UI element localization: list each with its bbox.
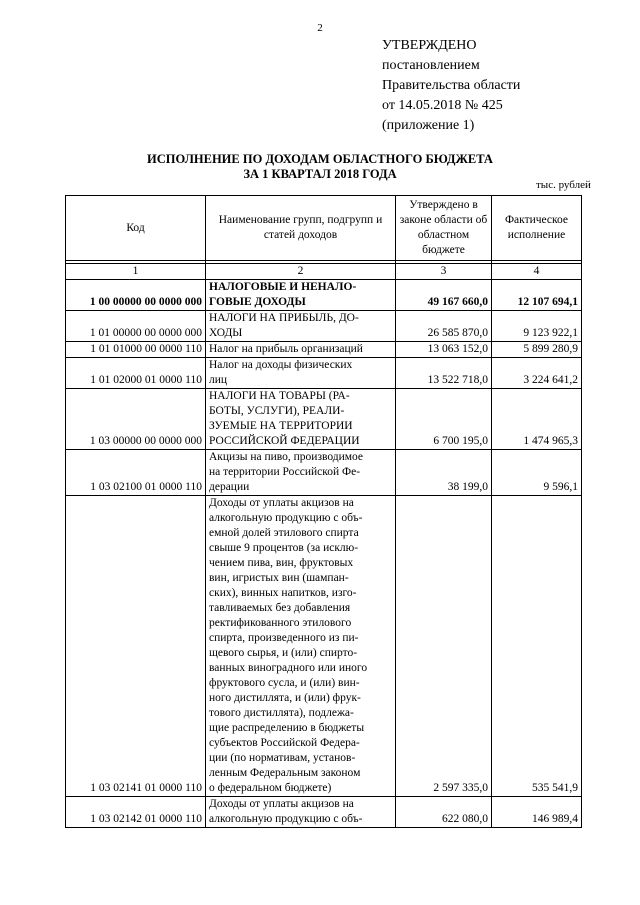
row-approved: 38 199,0 [396,450,492,496]
approval-line: постановлением [382,58,480,73]
approval-stamp [382,36,520,136]
row-actual: 146 989,4 [492,797,582,828]
row-actual: 1 474 965,3 [492,389,582,450]
row-name: Доходы от уплаты акцизов на алкогольную продукцию с объ- [206,797,396,828]
row-code: 1 03 02100 01 0000 110 [66,450,206,496]
row-approved: 622 080,0 [396,797,492,828]
table-row [66,389,582,450]
table-row [66,496,582,797]
header-code: Код [66,196,206,261]
row-actual: 3 224 641,2 [492,358,582,389]
row-approved: 26 585 870,0 [396,311,492,342]
column-index: 4 [492,264,582,280]
row-actual: 12 107 694,1 [492,280,582,311]
row-approved: 13 522 718,0 [396,358,492,389]
row-actual: 535 541,9 [492,496,582,797]
row-code: 1 03 02141 01 0000 110 [66,496,206,797]
header-name: Наименование групп, подгрупп и статей доходов [206,196,396,261]
units-label: тыс. рублей [536,179,591,191]
header-approved: Утверждено в законе области об областном бюджете [396,196,492,261]
revenue-table [65,195,582,828]
column-index: 1 [66,264,206,280]
row-code: 1 01 02000 01 0000 110 [66,358,206,389]
row-approved: 49 167 660,0 [396,280,492,311]
table-row [66,450,582,496]
title-line: ИСПОЛНЕНИЕ ПО ДОХОДАМ ОБЛАСТНОГО БЮДЖЕТА [147,152,493,166]
page-number: 2 [317,22,323,34]
approval-line: УТВЕРЖДЕНО [382,38,477,53]
row-name: Доходы от уплаты акцизов на алкогольную продукцию с объ- емной долей этилового спирта свыше 9 процентов (за исклю- чением пива, вин, фруктовых вин, игристых вин (шампан- ских), винных напитков, изго- тавливаемых без добавления ректификованного этилового спирта, произведенного из пи- щевого сырья, и (или) спирто- ванных виноградного или иного фруктового сусла, и (или) вин- ного дистиллята, и (или) фрук- тового дистиллята), подлежа- щие распределению в бюджеты субъектов Российской Федера- ции (по нормативам, установ- ленным Федеральным законом о федеральном бюджете) [206,496,396,797]
row-name: Налог на доходы физических лиц [206,358,396,389]
row-name: НАЛОГИ НА ПРИБЫЛЬ, ДО- ХОДЫ [206,311,396,342]
row-actual: 5 899 280,9 [492,342,582,358]
row-actual: 9 123 922,1 [492,311,582,342]
table-row [66,311,582,342]
row-approved: 6 700 195,0 [396,389,492,450]
row-code: 1 03 02142 01 0000 110 [66,797,206,828]
approval-line: от 14.05.2018 № 425 [382,98,503,113]
row-code: 1 01 00000 00 0000 000 [66,311,206,342]
table-row [66,358,582,389]
column-index: 3 [396,264,492,280]
table-row [66,797,582,828]
row-code: 1 00 00000 00 0000 000 [66,280,206,311]
row-actual: 9 596,1 [492,450,582,496]
document-title [0,152,640,182]
table-header-row [66,196,582,261]
row-code: 1 01 01000 00 0000 110 [66,342,206,358]
row-name: НАЛОГОВЫЕ И НЕНАЛО- ГОВЫЕ ДОХОДЫ [206,280,396,311]
row-approved: 2 597 335,0 [396,496,492,797]
row-code: 1 03 00000 00 0000 000 [66,389,206,450]
title-line: ЗА 1 КВАРТАЛ 2018 ГОДА [243,167,397,181]
table-row [66,280,582,311]
column-index: 2 [206,264,396,280]
table-row [66,342,582,358]
header-actual: Фактическое исполнение [492,196,582,261]
row-name: НАЛОГИ НА ТОВАРЫ (РА- БОТЫ, УСЛУГИ), РЕАЛИ- ЗУЕМЫЕ НА ТЕРРИТОРИИ РОССИЙСКОЙ ФЕДЕРАЦИИ [206,389,396,450]
row-name: Акцизы на пиво, производимое на территории Российской Фе- дерации [206,450,396,496]
approval-line: Правительства области [382,78,521,93]
column-index-row [66,264,582,280]
row-approved: 13 063 152,0 [396,342,492,358]
approval-line: (приложение 1) [382,118,475,133]
row-name: Налог на прибыль организаций [206,342,396,358]
